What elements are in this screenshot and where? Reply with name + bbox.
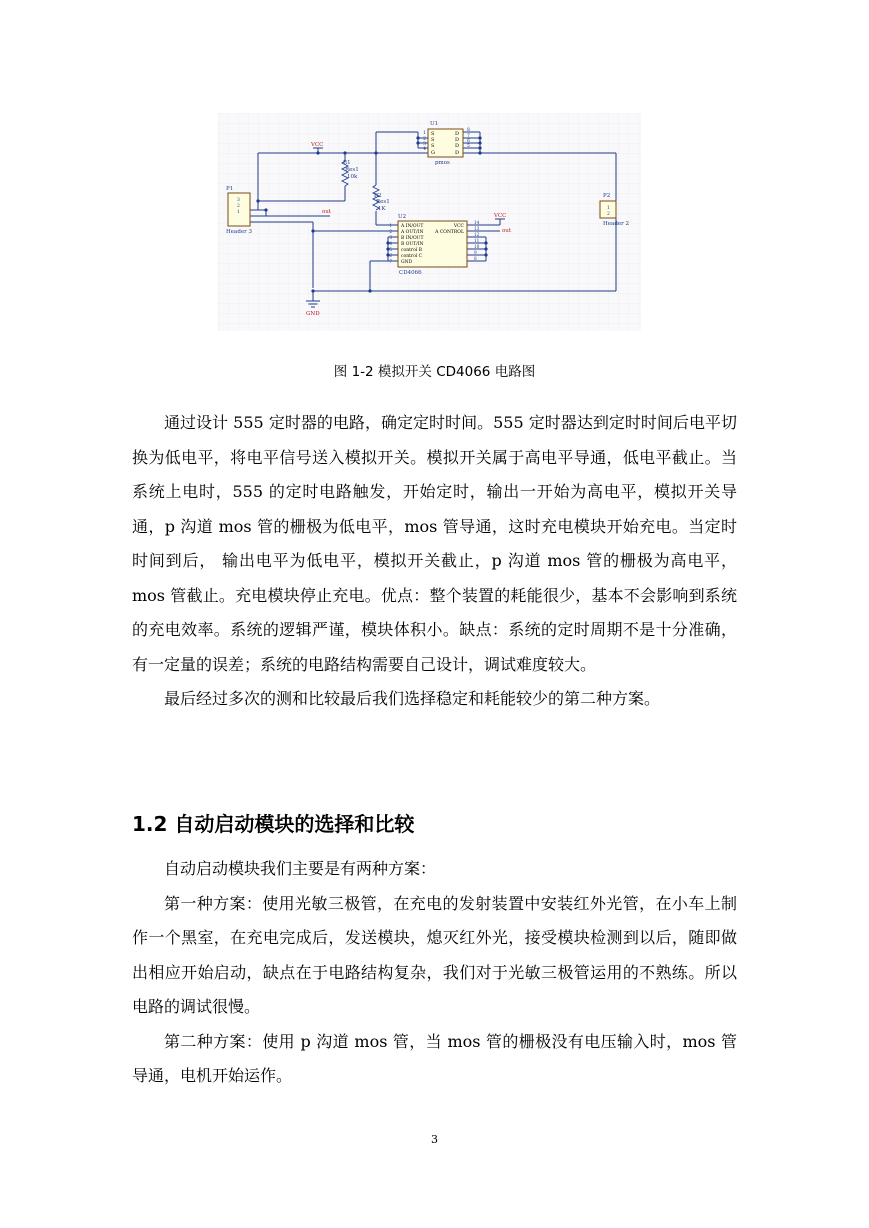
u2-pin-label: GND bbox=[401, 260, 413, 265]
u2-pin-number: 12 bbox=[474, 232, 480, 237]
u2-part-name: CD4066 bbox=[399, 270, 422, 276]
section-heading: 1.2 自动启动模块的选择和比较 bbox=[132, 812, 415, 836]
p1-pin-number: 3 bbox=[237, 198, 240, 203]
u2-pin-label: control B bbox=[401, 248, 422, 253]
page-number: 3 bbox=[431, 1133, 438, 1146]
u2-pin-number: 14 bbox=[474, 220, 480, 225]
u2-pin-label: A IN/OUT bbox=[401, 224, 424, 229]
u2-pin-number: 3 bbox=[389, 235, 392, 240]
u2-pin-number: 9 bbox=[474, 250, 477, 255]
u2-pin-label: A OUT/IN bbox=[401, 230, 424, 235]
u2-pin-number: 8 bbox=[474, 256, 477, 261]
u1-pin-number: 3 bbox=[423, 142, 426, 147]
u2-pin-number: 2 bbox=[389, 229, 392, 234]
body-text-section-b bbox=[132, 852, 737, 1094]
u1-pin-number: 1 bbox=[423, 131, 426, 136]
u1-designator: U1 bbox=[430, 121, 439, 127]
vcc-label: VCC bbox=[311, 142, 324, 148]
u2-pin-label: VCC bbox=[453, 224, 464, 229]
u1-pin-number: 8 bbox=[467, 128, 470, 133]
u2-pin-number: 13 bbox=[474, 226, 480, 231]
u2-pin-number: 1 bbox=[389, 223, 392, 228]
p2-part-name: Header 2 bbox=[603, 221, 629, 227]
u1-pin-label: D bbox=[455, 150, 460, 156]
u2-pin-label: control C bbox=[401, 254, 423, 259]
u1-pin-label: D bbox=[455, 131, 460, 137]
paragraph: 第二种方案：使用 p 沟道 mos 管，当 mos 管的栅极没有电压输入时，mos 管导通，电机开始运作。 bbox=[132, 1031, 737, 1085]
figure-caption: 图 1-2 模拟开关 CD4066 电路图 bbox=[333, 364, 536, 380]
r1-designator: R1 bbox=[343, 160, 351, 166]
p1-pin-number: 2 bbox=[237, 204, 240, 209]
p1-pin-number: 1 bbox=[237, 210, 240, 215]
p1-designator: P1 bbox=[226, 186, 234, 192]
out-net-label: out bbox=[502, 228, 512, 234]
u1-pin-number: 4 bbox=[423, 147, 426, 152]
u1-pin-label: D bbox=[455, 137, 460, 143]
u2-pin-number: 6 bbox=[389, 253, 392, 258]
r2-designator: R2 bbox=[374, 193, 382, 199]
gnd-label: GND bbox=[306, 311, 320, 317]
u2-pin-number: 5 bbox=[389, 247, 392, 252]
circuit-diagram bbox=[218, 113, 641, 331]
u1-pin-number: 7 bbox=[467, 134, 470, 139]
r1-value: 10k bbox=[347, 174, 358, 180]
u1-pin-label: S bbox=[431, 137, 435, 143]
u1-pin-label: S bbox=[431, 143, 435, 149]
p2-designator: P2 bbox=[603, 193, 611, 199]
p1-part-name: Header 3 bbox=[226, 229, 252, 235]
u1-pin-label: G bbox=[431, 150, 435, 156]
u1-part-name: pmos bbox=[435, 160, 450, 166]
paragraph: 自动启动模块我们主要是有两种方案： bbox=[164, 859, 437, 878]
r2-value: 1K bbox=[378, 206, 386, 212]
paragraph: 通过设计 555 定时器的电路，确定定时时间。555 定时器达到定时时间后电平切换为低电平，将电平信号送入模拟开关。模拟开关属于高电平导通，低电平截止。当系统上电时，555 的定时电路触发，开始定时，输出一开始为高电平，模拟开关导通，p 沟道 mos 管的栅极为低电平，mos 管导通，这时充电模块开始充电。当定时时间到后， 输出电平为低电平，模拟开关截止，p 沟道 mos 管的栅极为高电平，mos 管截止。充电模块停止充电。优点：整个装置的耗能很少，基本不会影响到系统的充电效率。系统的逻辑严谨，模块体积小。缺点：系统的定时周期不是十分准确，有一定量的误差；系统的电路结构需要自己设计，调试难度较大。 bbox=[132, 413, 737, 674]
body-text-section-a bbox=[132, 406, 737, 717]
r1-type: Res1 bbox=[345, 167, 359, 173]
u2-pin-label: B OUT/IN bbox=[401, 242, 424, 247]
u2-pin-number: 10 bbox=[474, 244, 480, 249]
out-net-label: out bbox=[322, 209, 332, 215]
u2-pin-number: 11 bbox=[474, 238, 480, 243]
u1-pin-number: 6 bbox=[467, 139, 470, 144]
u2-pin-number: 7 bbox=[389, 259, 392, 264]
r2-type: Res1 bbox=[376, 199, 390, 205]
vcc-label: VCC bbox=[494, 213, 507, 219]
u2-pin-label: B IN/OUT bbox=[401, 236, 424, 241]
u1-pin-number: 5 bbox=[467, 144, 470, 149]
circuit-diagram-figure bbox=[218, 113, 641, 331]
u2-pin-number: 4 bbox=[389, 241, 392, 246]
u1-pin-label: S bbox=[431, 131, 435, 137]
p2-pin-number: 1 bbox=[607, 206, 610, 211]
u1-pin-label: D bbox=[455, 143, 460, 149]
u1-pin-number: 2 bbox=[423, 137, 426, 142]
u2-designator: U2 bbox=[398, 214, 407, 220]
paragraph: 最后经过多次的测和比较最后我们选择稳定和耗能较少的第二种方案。 bbox=[164, 689, 661, 708]
p2-pin-number: 2 bbox=[607, 212, 610, 217]
paragraph: 第一种方案：使用光敏三极管，在充电的发射装置中安装红外光管，在小车上制作一个黑室，在充电完成后，发送模块，熄灭红外光，接受模块检测到以后，随即做出相应开始启动，缺点在于电路结构复杂，我们对于光敏三极管运用的不熟练。所以电路的调试很慢。 bbox=[132, 893, 737, 1016]
u2-pin-label: A CONTROL bbox=[435, 230, 464, 235]
